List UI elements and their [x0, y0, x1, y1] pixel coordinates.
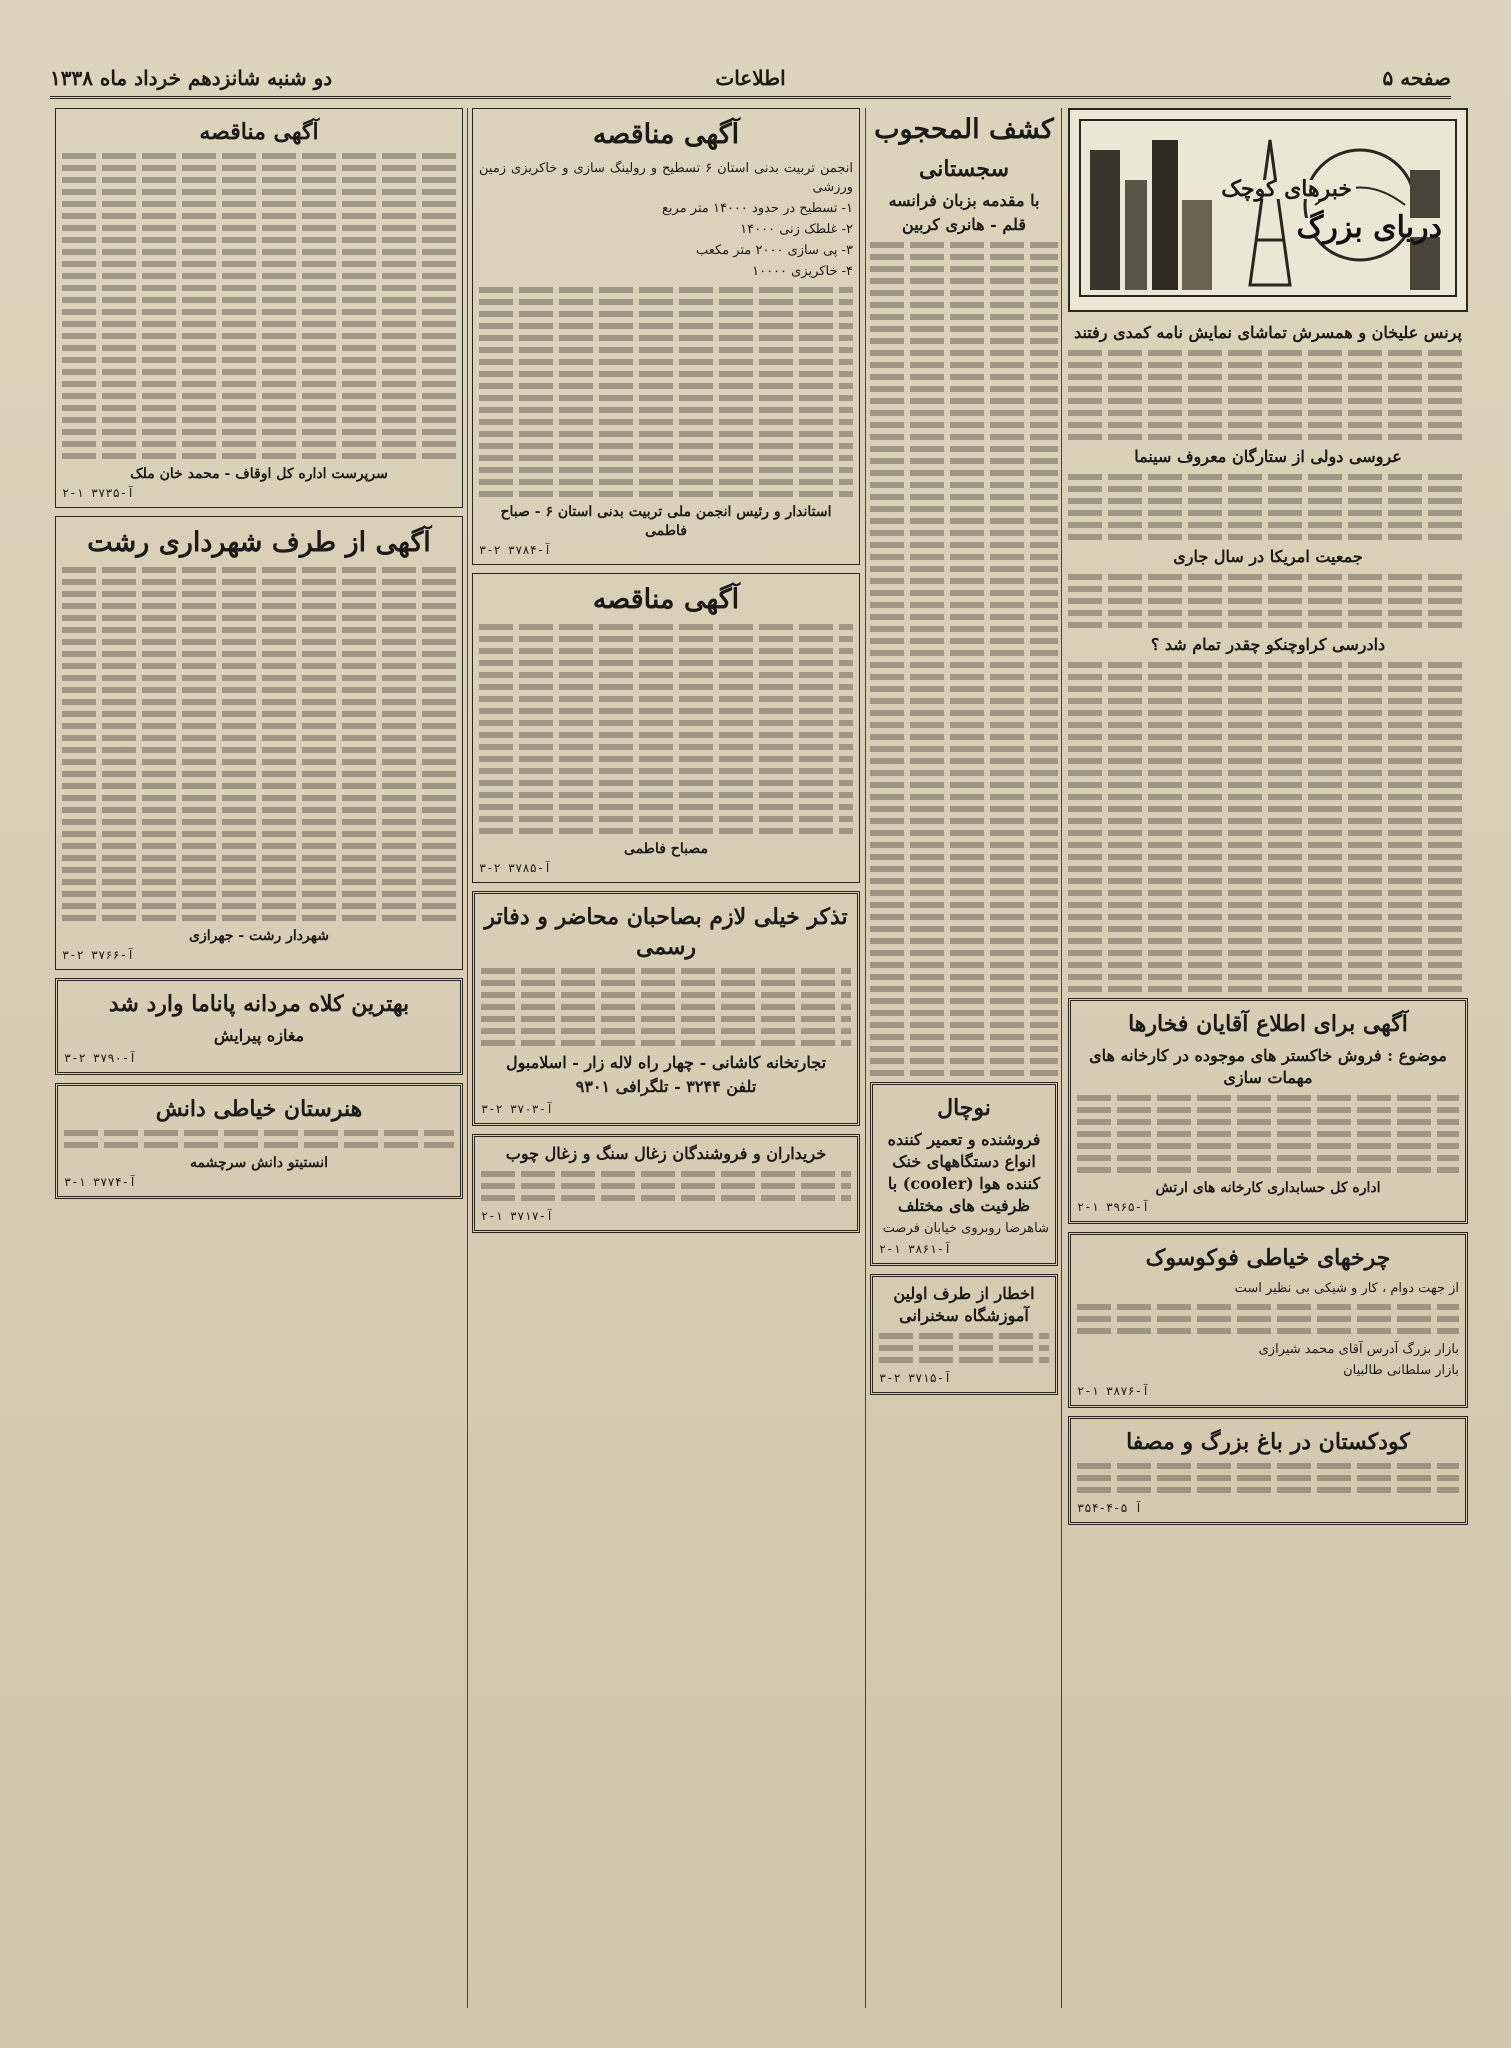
- ad-item: ۴- خاکریزی ۱۰۰۰۰: [752, 264, 853, 279]
- masthead: [50, 62, 1451, 99]
- ad-code: ۲-۱ ۳۷۱۷-آ: [481, 1209, 554, 1223]
- ad-subject: موضوع : فروش خاکستر های موجوده در کارخانه های مهمات سازی: [1089, 1046, 1447, 1087]
- issue-date: دو شنبه شانزدهم خرداد ماه ۱۳۳۸: [50, 66, 333, 90]
- column-rule: [1061, 108, 1062, 2008]
- column-awqaf: [55, 108, 463, 2008]
- ad-code: ۳-۲ ۳۷۰۳-آ: [481, 1102, 554, 1116]
- ad-headline: بهترین کلاه مردانه پاناما وارد شد: [108, 991, 410, 1017]
- ad-headline: آگهی مناقصه: [592, 119, 740, 150]
- ad-subject: مغازه پیرایش: [213, 1026, 305, 1045]
- ad-body: [481, 1171, 851, 1201]
- ad-signature: اداره کل حسابداری کارخانه های ارتش: [1155, 1180, 1381, 1196]
- ad-code: ۳-۲ ۳۷۸۵-آ: [479, 861, 552, 875]
- ad-signature: انستیتو دانش سرچشمه: [190, 1155, 328, 1171]
- ad-rasht-municipality: [55, 516, 463, 970]
- ad-potters: [1068, 998, 1468, 1224]
- ad-address: بازار سلطانی طالبیان: [1343, 1363, 1459, 1378]
- story-headline: عروسی دولی از ستارگان معروف سینما: [1134, 447, 1402, 466]
- ad-headline: آگهی برای اطلاع آقایان فخارها: [1128, 1011, 1408, 1037]
- banner-title: دریای بزرگ: [1288, 218, 1450, 237]
- ad-headline: چرخهای خیاطی فوکوسوک: [1145, 1245, 1391, 1271]
- ad-body: [1077, 1463, 1459, 1493]
- ad-code: ۲-۱ ۳۷۳۵-آ: [62, 486, 135, 500]
- article-subtitle: سجستانی: [918, 156, 1010, 182]
- article-body: [870, 242, 1058, 1076]
- ad-phone: تلفن ۳۲۴۴ - تلگرافی ۹۳۰۱: [575, 1077, 757, 1096]
- ad-code: ۲-۱ ۳۹۶۵-آ: [1077, 1200, 1150, 1214]
- news-banner: [1068, 108, 1468, 312]
- story-headline: جمعیت امریکا در سال جاری: [1173, 547, 1363, 566]
- ad-headline: نوچال: [937, 1095, 991, 1121]
- ad-subject: انجمن تربیت بدنی استان ۶ تسطیح و رولینگ سازی و خاکریزی زمین ورزشی: [479, 161, 853, 195]
- ad-body: [479, 287, 853, 497]
- ad-headline: آگهی مناقصه: [592, 584, 740, 615]
- ad-signature: مصباح فاطمی: [624, 841, 708, 857]
- ad-subject: فروشنده و تعمیر کننده انواع دستگاههای خنک کننده هوا (cooler) با ظرفیت های مختلف: [887, 1130, 1041, 1215]
- ad-address: بازار بزرگ آدرس آقای محمد شیرازی: [1258, 1342, 1459, 1357]
- ad-code: ۳-۲ ۳۷۱۵-آ: [879, 1371, 952, 1385]
- ad-headline: هنرستان خیاطی دانش: [155, 1096, 363, 1122]
- ad-item: ۳- پی سازی ۲۰۰۰ متر مکعب: [696, 243, 853, 258]
- ad-coolers: [870, 1082, 1058, 1266]
- paper-name: اطلاعات: [715, 66, 786, 90]
- ad-tender-stadium: [472, 573, 860, 883]
- ad-sewing-machines: [1068, 1232, 1468, 1408]
- ad-body: [62, 567, 456, 921]
- banner-subtitle: خبرهای کوچک: [1217, 180, 1356, 199]
- ad-warning: [870, 1274, 1058, 1395]
- article-title: کشف المحجوب: [874, 114, 1054, 145]
- ad-address: شاهرضا روبروی خیابان فرصت: [882, 1221, 1049, 1236]
- ad-signature: استاندار و رئیس انجمن ملی تربیت بدنی استان ۶ - صباح فاطمی: [500, 504, 832, 539]
- story-headline: دادرسی کراوچنکو چقدر تمام شد ؟: [1150, 635, 1386, 654]
- skyline-illustration: [1070, 110, 1466, 306]
- ad-code: ۳۵۴-آ ۵-۴: [1077, 1501, 1143, 1515]
- ad-code: ۳-۲ ۳۷۶۶-آ: [62, 948, 135, 962]
- ad-shop: تجارتخانه کاشانی - چهار راه لاله زار - اسلامبول: [505, 1053, 827, 1072]
- ad-code: ۳-۲ ۳۷۹۰-آ: [64, 1051, 137, 1065]
- ad-code: ۲-۱ ۳۸۷۶-آ: [1077, 1384, 1150, 1398]
- ad-text: از جهت دوام ، کار و شیکی بی نظیر است: [1234, 1281, 1459, 1296]
- ad-signature: شهردار رشت - جهرازی: [189, 928, 329, 944]
- ad-notaries: [472, 891, 860, 1126]
- column-rule: [865, 108, 866, 2008]
- ad-code: ۲-۱ ۳۸۶۱-آ: [879, 1242, 952, 1256]
- ad-body: [62, 153, 456, 459]
- column-book-review: [870, 108, 1058, 2008]
- ad-body: [64, 1130, 454, 1148]
- ad-body: [481, 968, 851, 1046]
- ad-body: [479, 624, 853, 834]
- column-news: [1068, 108, 1468, 2008]
- ad-headline: اخطار از طرف اولین آموزشگاه سخنرانی: [893, 1284, 1035, 1325]
- ad-headline: آگهی مناقصه: [199, 119, 319, 145]
- column-rule: [467, 108, 468, 2008]
- ad-tailoring-school: [55, 1083, 463, 1199]
- ad-body: [879, 1333, 1049, 1363]
- ad-body: [1077, 1304, 1459, 1334]
- ad-body: [1077, 1095, 1459, 1173]
- story-headline: پرنس علیخان و همسرش تماشای نمایش نامه کمدی رفتند: [1074, 323, 1462, 342]
- ad-headline: آگهی از طرف شهرداری رشت: [87, 527, 431, 558]
- story-body: [1068, 474, 1468, 540]
- article-intro: با مقدمه بزبان فرانسه: [888, 191, 1040, 210]
- ad-panama-hats: [55, 978, 463, 1075]
- ad-tender-awqaf: [55, 108, 463, 508]
- ad-code: ۳-۲ ۳۷۸۴-آ: [479, 543, 552, 557]
- ad-coal: [472, 1134, 860, 1233]
- story-body: [1068, 350, 1468, 440]
- ad-headline: کودکستان در باغ بزرگ و مصفا: [1126, 1429, 1410, 1455]
- ad-item: ۲- غلطک زنی ۱۴۰۰۰: [740, 222, 853, 237]
- story-body: [1068, 574, 1468, 628]
- ad-headline: تذکر خیلی لازم بصاحبان محاضر و دفاتر رسمی: [484, 904, 848, 960]
- story-body: [1068, 662, 1468, 992]
- ad-headline: خریداران و فروشندگان زغال سنگ و زغال چوب: [505, 1144, 827, 1163]
- ad-code: ۳-۱ ۳۷۷۴-آ: [64, 1175, 137, 1189]
- article-author: قلم - هانری کربین: [902, 215, 1026, 234]
- column-tenders: [472, 108, 860, 2008]
- page-number: صفحه ۵: [1382, 66, 1451, 90]
- ad-signature: سرپرست اداره کل اوقاف - محمد خان ملک: [130, 466, 388, 482]
- ad-kindergarten: [1068, 1416, 1468, 1525]
- ad-item: ۱- تسطیح در حدود ۱۴۰۰۰ متر مربع: [661, 201, 853, 216]
- ad-tender-sports: [472, 108, 860, 565]
